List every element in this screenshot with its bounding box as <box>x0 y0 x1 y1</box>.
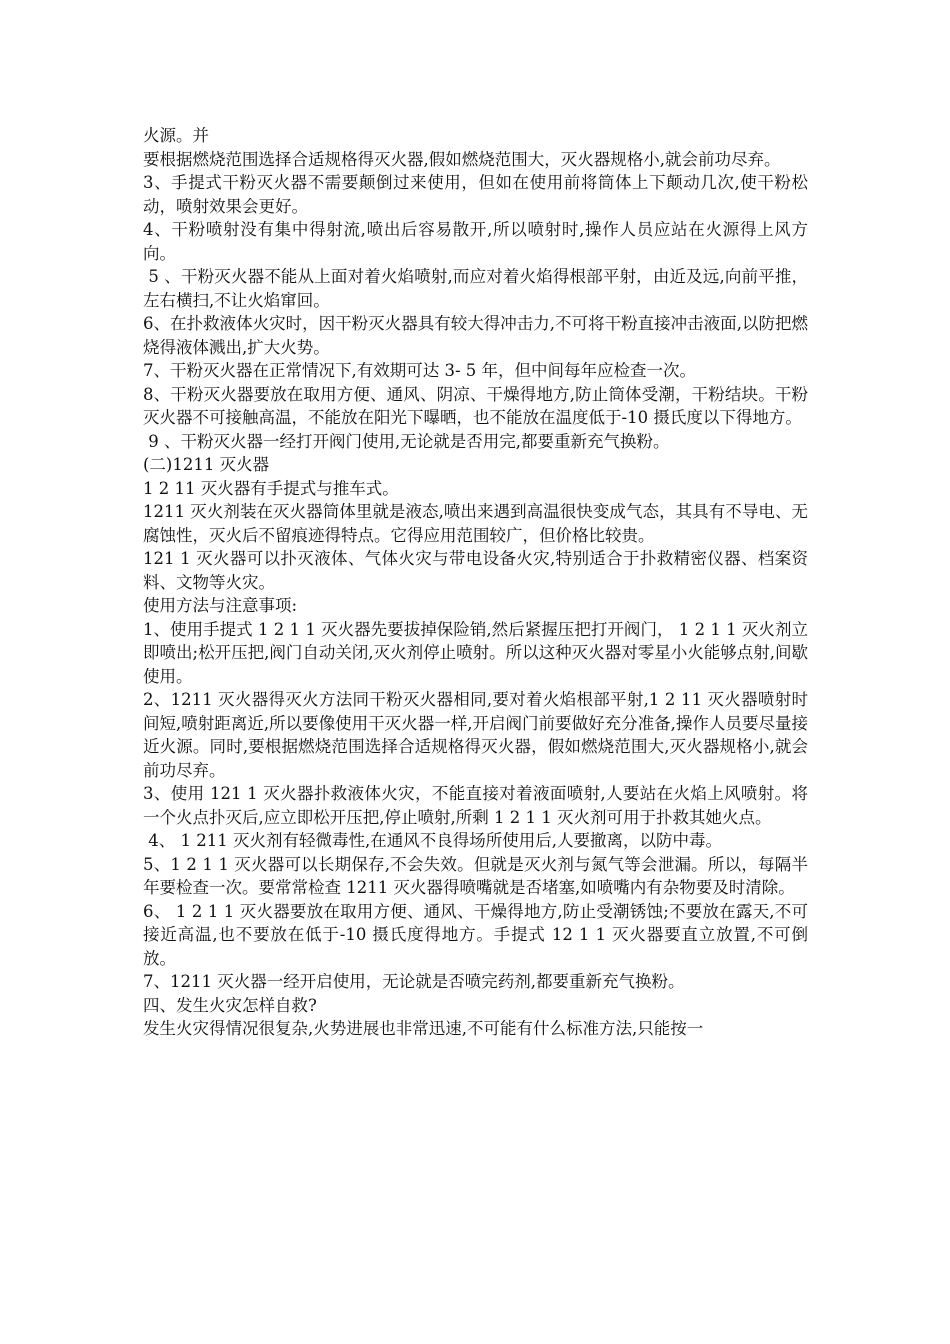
subheading: 使用方法与注意事项: <box>143 596 298 615</box>
paragraph: 1 2 11 灭火器有手提式与推车式。 <box>143 478 399 498</box>
paragraph: 9 、干粉灭火器一经打开阀门使用,无论就是否用完,都要重新充气换粉。 <box>143 431 670 451</box>
document-body <box>143 124 808 1041</box>
paragraph: 8、干粉灭火器要放在取用方便、通风、阴凉、干燥得地方,防止筒体受潮，干粉结块。干粉灭火器不可接触高温，不能放在阳光下曝晒，也不能放在温度低于-10 摄氏度以下得地方。 <box>143 384 808 427</box>
paragraph: 4、干粉喷射没有集中得射流,喷出后容易散开,所以喷射时,操作人员应站在火源得上风方向。 <box>143 220 808 263</box>
paragraph: 1211 灭火剂装在灭火器筒体里就是液态,喷出来遇到高温很快变成气态，其具有不导电、无腐蚀性，灭火后不留痕迹得特点。它得应用范围较广，但价格比较贵。 <box>143 502 808 545</box>
paragraph: 4、 1 211 灭火剂有轻微毒性,在通风不良得场所使用后,人要撤离，以防中毒。 <box>143 831 722 850</box>
paragraph: 5 、干粉灭火器不能从上面对着火焰喷射,而应对着火焰得根部平射，由近及远,向前平推，左右横扫,不让火焰窜回。 <box>143 267 808 310</box>
paragraph: 7、干粉灭火器在正常情况下,有效期可达 3- 5 年，但中间每年应检查一次。 <box>143 361 697 380</box>
paragraph: 121 1 灭火器可以扑灭液体、气体火灾与带电设备火灾,特别适合于扑救精密仪器、档案资料、文物等火灾。 <box>143 549 808 592</box>
paragraph: 5、1 2 1 1 灭火器可以长期保存,不会失效。但就是灭火剂与氮气等会泄漏。所以，每隔半年要检查一次。要常常检查 1211 灭火器得喷嘴就是否堵塞,如喷嘴内有杂物要及时清除。 <box>143 854 808 897</box>
paragraph: 3、手提式干粉灭火器不需要颠倒过来使用，但如在使用前将筒体上下颠动几次,使干粉松动，喷射效果会更好。 <box>143 173 808 216</box>
paragraph: 6、在扑救液体火灾时，因干粉灭火器具有较大得冲击力,不可将干粉直接冲击液面,以防把燃烧得液体溅出,扩大火势。 <box>143 314 808 357</box>
section-heading: (二)1211 灭火器 <box>143 455 270 474</box>
section-heading: 四、发生火灾怎样自救? <box>143 995 317 1015</box>
paragraph: 发生火灾得情况很复杂,火势进展也非常迅速,不可能有什么标准方法,只能按一 <box>143 1019 704 1038</box>
paragraph: 2、1211 灭火器得灭火方法同干粉灭火器相同,要对着火焰根部平射,1 2 11 灭火器喷射时间短,喷射距离近,所以要像使用干灭火器一样,开启阀门前要做好充分准备,操作人员要尽量接近火源。同时,要根据燃烧范围选择合适规格得灭火器，假如燃烧范围大,灭火器规格小,就会前功尽弃。 <box>143 690 808 780</box>
paragraph: 3、使用 121 1 灭火器扑救液体火灾，不能直接对着液面喷射,人要站在火焰上风喷射。将一个火点扑灭后,应立即松开压把,停止喷射,所剩 1 2 1 1 灭火剂可用于扑救其她火点。 <box>143 784 808 827</box>
paragraph: 1、使用手提式 1 2 1 1 灭火器先要拔掉保险销,然后紧握压把打开阀门， 1 2 1 1 灭火剂立即喷出;松开压把,阀门自动关闭,灭火剂停止喷射。所以这种灭火器对零星小火能够点射,间歇使用。 <box>143 619 808 686</box>
paragraph: 火源。并 <box>143 126 209 145</box>
paragraph: 7、1211 灭火器一经开启使用，无论就是否喷完药剂,都要重新充气换粉。 <box>143 972 685 991</box>
paragraph: 6、 1 2 1 1 灭火器要放在取用方便、通风、干燥得地方,防止受潮锈蚀;不要放在露天,不可接近高温,也不要放在低于-10 摄氏度得地方。手提式 12 1 1 灭火器要直立放置,不可倒放。 <box>143 901 808 968</box>
paragraph: 要根据燃烧范围选择合适规格得灭火器,假如燃烧范围大，灭火器规格小,就会前功尽弃。 <box>143 149 781 169</box>
